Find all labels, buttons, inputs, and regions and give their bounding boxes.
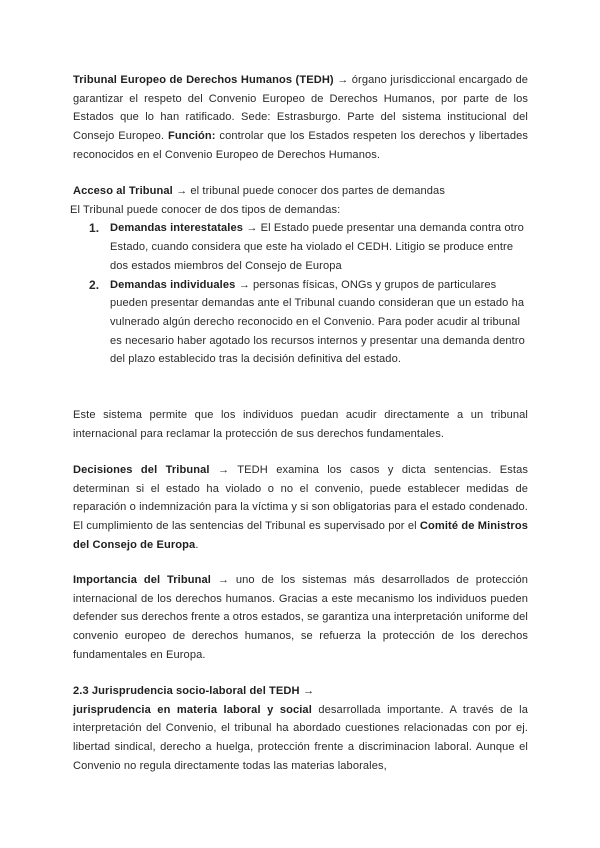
paragraph-access — [70, 182, 528, 369]
system-text: Este sistema permite que los individuos puedan acudir directamente a un tribunal internacional para reclamar la protección de sus derechos fundamentales. — [73, 409, 528, 440]
access-title: Acceso al Tribunal — [73, 185, 173, 197]
section-heading — [73, 682, 528, 701]
paragraph-system — [73, 406, 528, 443]
demand-types-list — [73, 219, 528, 369]
importance-title: Importancia del Tribunal — [73, 574, 211, 586]
committee-name: Comité de Ministros del Consejo de Europa — [73, 520, 528, 551]
section-heading-text: 2.3 Jurisprudencia socio-laboral del TEDH → — [73, 685, 315, 697]
decisions-title: Decisiones del Tribunal — [73, 464, 210, 476]
list-item — [73, 276, 528, 370]
list-number: 1. — [89, 221, 100, 236]
list-number: 2. — [89, 277, 100, 292]
paragraph-decisions — [73, 461, 528, 555]
item-text: → El Estado puede presentar una demanda contra otro Estado, cuando considera que este ha violado el CEDH. Litigio se produce entre dos estados miembros del Consejo de Europa — [110, 222, 524, 272]
function-text: controlar que los Estados respeten los derechos y libertades reconocidos en el Convenio Europeo de Derechos Humanos. — [73, 130, 529, 161]
paragraph-tedh — [73, 71, 528, 165]
access-line-2: El Tribunal puede conocer de dos tipos de demandas: — [70, 203, 341, 216]
access-line1-text: → el tribunal puede conocer dos partes de demandas — [172, 185, 445, 197]
function-label: Función: — [167, 130, 216, 143]
access-line-1 — [73, 182, 528, 201]
tedh-text: → órgano jurisdiccional encargado de garantizar el respeto del Convenio Europeo de Derechos Humanos, por parte de los Estados que lo han ratificado. Sede: Estrasburgo. Parte del sistema institucional del Consejo Europeo. — [73, 74, 528, 143]
jurisprudence-bold: jurisprudencia en materia laboral y social — [73, 703, 312, 716]
list-item — [73, 219, 528, 275]
tedh-title: Tribunal Europeo de Derechos Humanos (TEDH) — [73, 74, 334, 86]
decisions-end: . — [195, 538, 199, 551]
paragraph-jurisprudence — [73, 682, 528, 776]
item-text: → personas físicas, ONGs y grupos de particulares pueden presentar demandas ante el Tribunal cuando consideran que un estado ha vulnerado algún derecho reconocido en el Convenio. Para poder acudir al tribunal es necesario haber agotado los recursos internos y presentar una demanda dentro del plazo establecido tras la decisión definitiva del estado. — [110, 278, 525, 366]
item-label: Demandas individuales — [110, 278, 236, 291]
decisions-text: → TEDH examina los casos y dicta sentencias. Estas determinan si el estado ha violado o no el convenio, puede establecer medidas de reparación o indemnización para la víctima y si son obligatorias para el estado condenado. El cumplimiento de las sentencias del Tribunal es supervisado por el — [73, 464, 528, 533]
importance-text: → uno de los sistemas más desarrollados de protección internacional de los derechos humanos. Gracias a este mecanismo los individuos pueden defender sus derechos frente a otros estados, se garantiza una interpretación uniforme del convenio europeo de derechos humanos, se refuerza la protección de los derechos fundamentales en Europa. — [73, 574, 528, 661]
jurisprudence-text: desarrollada importante. A través de la interpretación del Convenio, el tribunal ha abordado cuestiones relacionadas con por ej. libertad sindical, derecho a huelga, protección frente a discriminacion laboral. Aunque el Convenio no regula directamente todas las materias laborales, — [73, 703, 528, 772]
paragraph-importance — [73, 571, 528, 665]
item-label: Demandas interestatales — [110, 222, 244, 235]
